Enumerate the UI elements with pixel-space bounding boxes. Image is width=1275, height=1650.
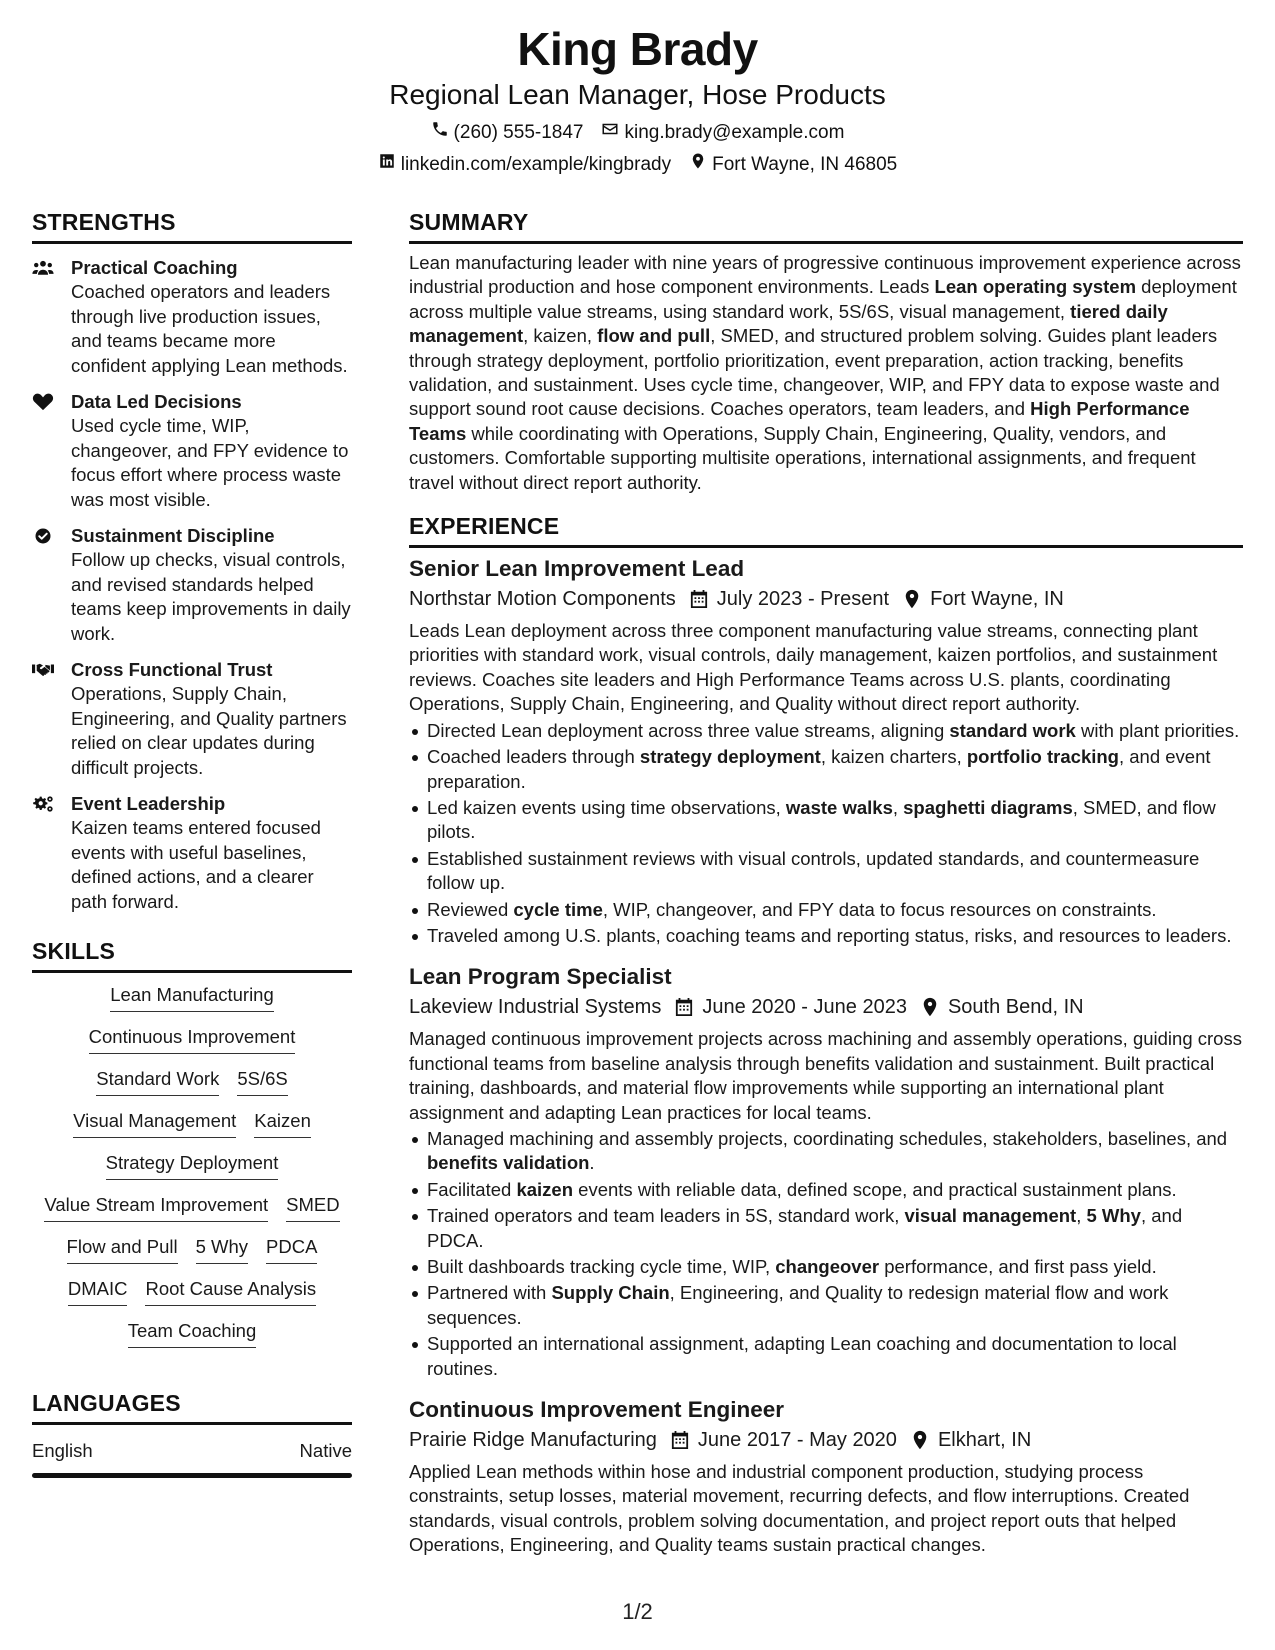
job-description: Leads Lean deployment across three component manufacturing value streams, connecting plant priorities with standard work, visual controls, daily management, kaizen portfolios, and sustainment reviews. Coaches site leaders and High Performance Teams across U.S. plants, coordinating Operations, Supply Chain, Engineering, and Quality without direct report authority. — [409, 620, 1218, 715]
candidate-name: King Brady — [517, 23, 758, 75]
map-pin-icon — [903, 589, 921, 609]
text-run: Traveled among U.S. plants, coaching teams and reporting status, risks, and resources to leaders. — [427, 924, 1232, 946]
job-title: Continuous Improvement Engineer — [409, 1397, 785, 1423]
text-run: , — [892, 796, 904, 818]
text-run: , SMED, and flow pilots. — [427, 796, 1216, 843]
job-location: Elkhart, IN — [937, 1429, 1032, 1452]
skill-tag: SMED — [286, 1193, 339, 1222]
job-location: South Bend, IN — [947, 996, 1084, 1019]
strength-body — [71, 256, 352, 378]
section-divider — [409, 545, 1243, 548]
bold-keyword: changeover — [775, 1256, 880, 1277]
strength-body — [71, 390, 352, 512]
gears-icon — [32, 792, 71, 914]
skill-tag: Strategy Deployment — [106, 1151, 279, 1180]
job-bullets — [409, 1127, 1243, 1381]
text-run: Built dashboards tracking cycle time, WIP, — [427, 1256, 776, 1277]
bullet-item — [409, 719, 1243, 743]
bullet-item — [409, 1281, 1243, 1330]
page-number: 1/2 — [622, 1599, 653, 1624]
text-run: with plant priorities. — [1075, 719, 1240, 741]
strength-item — [32, 524, 352, 646]
text-run: Facilitated — [427, 1178, 517, 1200]
map-pin-icon — [921, 997, 939, 1017]
jobs-list — [409, 554, 1243, 1558]
section-divider — [32, 970, 352, 973]
calendar-icon — [671, 1430, 689, 1450]
linkedin-icon — [378, 152, 396, 178]
experience-heading: EXPERIENCE — [409, 513, 560, 540]
skills-row — [32, 1109, 352, 1138]
strength-title: Event Leadership — [71, 793, 226, 814]
text-run: Supported an international assignment, adapting Lean coaching and documentation to local routines. — [427, 1333, 1177, 1379]
candidate-role: Regional Lean Manager, Hose Products — [389, 79, 886, 110]
job-entry — [409, 554, 1243, 948]
text-run: Lean manufacturing leader with nine years of progressive continuous improvement experience across industrial production and hose component environments. Leads — [409, 252, 1241, 298]
job-dates: June 2020 - June 2023 — [702, 996, 907, 1019]
skills-heading: SKILLS — [32, 938, 115, 964]
bold-keyword: 5 Why — [1086, 1205, 1141, 1227]
strengths-list — [32, 256, 352, 914]
skill-tag: Standard Work — [96, 1067, 219, 1096]
text-run: events with reliable data, defined scope, and practical sustainment plans. — [573, 1178, 1177, 1200]
phone-contact — [431, 120, 584, 146]
skills-section — [32, 934, 352, 1348]
strength-title: Cross Functional Trust — [71, 659, 273, 680]
skill-tag: Lean Manufacturing — [110, 983, 274, 1012]
languages-section — [32, 1386, 352, 1478]
bullet-item — [409, 745, 1243, 794]
text-run: performance, and first pass yield. — [879, 1256, 1157, 1277]
strength-description: Follow up checks, visual controls, and revised standards helped teams keep improvements in daily work. — [71, 549, 351, 644]
strength-item — [32, 390, 352, 512]
strength-title: Practical Coaching — [71, 257, 238, 278]
check-circle-icon — [32, 524, 71, 646]
skill-tag: Kaizen — [254, 1109, 311, 1138]
strength-body — [71, 524, 352, 646]
bullet-item — [409, 1127, 1243, 1176]
strengths-heading: STRENGTHS — [32, 209, 176, 235]
text-run: , and event preparation. — [427, 746, 1211, 792]
strength-body — [71, 658, 352, 780]
text-run: deployment across multiple value streams, using standard work, 5S/6S, visual management, — [409, 276, 1237, 322]
text-run: Established sustainment reviews with visual controls, updated standards, and countermeasure follow up. — [427, 847, 1200, 894]
skills-row — [32, 1193, 352, 1222]
job-description: Applied Lean methods within hose and industrial component production, studying process constraints, setup losses, material movement, recurring defects, and flow interruptions. Created standards, visual controls, problem solving documentation, and project report outs that helped Operations, Engineering, and Quality teams sustain practical changes. — [409, 1461, 1190, 1556]
job-location: Fort Wayne, IN — [930, 588, 1064, 611]
text-run: , and PDCA. — [427, 1205, 1183, 1251]
skills-row — [32, 1151, 352, 1180]
bold-keyword: benefits validation — [427, 1152, 590, 1174]
strength-title: Sustainment Discipline — [71, 525, 275, 546]
bold-keyword: standard work — [949, 719, 1076, 741]
job-dates: July 2023 - Present — [716, 588, 890, 611]
skill-tag: PDCA — [266, 1235, 317, 1264]
text-run: . — [589, 1152, 595, 1174]
skills-row — [32, 983, 352, 1012]
text-run: Reviewed — [427, 898, 514, 920]
text-run: , SMED, and structured problem solving. Guides plant leaders through strategy deployment, portfolio prioritization, event preparation, action tracking, benefits validation, and sustainment. Uses cycle time, changeover, WIP, and FPY data to expose waste and support sound root cause decisions. Coaches operators, team leaders, and — [409, 325, 1220, 420]
languages-heading: LANGUAGES — [32, 1390, 181, 1416]
calendar-icon — [690, 589, 708, 609]
skill-tag: Continuous Improvement — [89, 1025, 296, 1054]
skills-list — [32, 983, 352, 1348]
text-run: , Engineering, and Quality to redesign material flow and work sequences. — [427, 1282, 1169, 1328]
contact-row-1 — [0, 120, 1275, 146]
strength-description: Operations, Supply Chain, Engineering, and Quality partners relied on clear updates during difficult projects. — [71, 683, 347, 778]
job-title: Senior Lean Improvement Lead — [409, 556, 745, 582]
skills-row — [32, 1025, 352, 1054]
contact-row-2 — [0, 152, 1275, 178]
skills-row — [32, 1277, 352, 1306]
text-run: , WIP, changeover, and FPY data to focus resources on constraints. — [602, 898, 1157, 920]
skill-tag: 5S/6S — [237, 1067, 287, 1096]
email-contact[interactable] — [601, 120, 844, 146]
location-contact — [689, 152, 897, 178]
users-icon — [32, 256, 71, 378]
skills-row — [32, 1067, 352, 1096]
bullet-item — [409, 1204, 1243, 1253]
company-name: Prairie Ridge Manufacturing — [409, 1429, 657, 1452]
job-entry — [409, 962, 1243, 1381]
calendar-icon — [675, 997, 693, 1017]
text-run: , kaizen charters, — [820, 746, 967, 768]
map-pin-icon — [689, 152, 707, 178]
bold-keyword: spaghetti diagrams — [903, 796, 1073, 818]
language-level-bar — [32, 1473, 352, 1478]
envelope-icon — [601, 120, 619, 146]
language-name: English — [32, 1440, 93, 1461]
bullet-item — [409, 1255, 1243, 1279]
strength-item — [32, 792, 352, 914]
phone-text: (260) 555-1847 — [453, 122, 584, 143]
text-run: , — [1076, 1205, 1087, 1227]
company-name: Northstar Motion Components — [409, 588, 676, 611]
strength-description: Kaizen teams entered focused events with useful baselines, defined actions, and a clearer path forward. — [71, 817, 321, 912]
section-divider — [32, 241, 352, 244]
job-description: Managed continuous improvement projects across machining and assembly operations, guiding cross functional teams from baseline analysis through benefits validation and sustainment. Built practical training, dashboards, and material flow improvements while supporting an international plant assignment and adapting Lean practices for local teams. — [409, 1028, 1242, 1123]
bold-keyword: strategy deployment — [639, 746, 821, 768]
skill-tag: Visual Management — [73, 1109, 236, 1138]
text-run: Partnered with — [427, 1282, 552, 1304]
language-level: Native — [299, 1440, 352, 1461]
strength-item — [32, 256, 352, 378]
text-run: while coordinating with Operations, Supply Chain, Engineering, Quality, vendors, and customers. Comfortable supporting multisite operations, international assignments, and frequent travel without direct report authority. — [409, 422, 1196, 493]
strength-title: Data Led Decisions — [71, 391, 242, 412]
summary-heading: SUMMARY — [409, 209, 529, 235]
job-meta — [409, 1426, 1243, 1454]
bold-keyword: Lean operating system — [934, 276, 1137, 298]
bullet-item — [409, 796, 1243, 845]
skill-tag: Root Cause Analysis — [145, 1277, 316, 1306]
section-divider — [32, 1422, 352, 1425]
skills-row — [32, 1235, 352, 1264]
right-column — [409, 205, 1243, 1558]
bullet-item — [409, 1332, 1243, 1381]
heart-icon — [32, 390, 71, 512]
job-dates: June 2017 - May 2020 — [697, 1429, 897, 1452]
skill-tag: Team Coaching — [128, 1319, 257, 1348]
left-column — [32, 205, 352, 1478]
linkedin-text[interactable]: linkedin.com/example/kingbrady — [400, 154, 672, 175]
skills-row — [32, 1319, 352, 1348]
job-bullets — [409, 719, 1243, 949]
skill-tag: 5 Why — [196, 1235, 248, 1264]
job-meta — [409, 993, 1243, 1021]
email-text[interactable]: king.brady@example.com — [624, 122, 845, 143]
bold-keyword: cycle time — [513, 898, 603, 920]
bold-keyword: flow and pull — [597, 325, 711, 347]
skill-tag: Flow and Pull — [67, 1235, 178, 1264]
bold-keyword: kaizen — [516, 1178, 574, 1200]
job-title: Lean Program Specialist — [409, 964, 672, 990]
handshake-icon — [32, 658, 71, 780]
bold-keyword: Supply Chain — [551, 1282, 670, 1304]
bold-keyword: waste walks — [785, 796, 893, 818]
skill-tag: Value Stream Improvement — [44, 1193, 268, 1222]
job-meta — [409, 585, 1243, 613]
text-run: Managed machining and assembly projects, coordinating schedules, stakeholders, baselines, and — [427, 1127, 1228, 1149]
text-run: Trained operators and team leaders in 5S, standard work, — [427, 1205, 905, 1227]
bullet-item — [409, 1178, 1243, 1202]
strength-body — [71, 792, 352, 914]
phone-icon — [431, 120, 449, 146]
job-entry — [409, 1395, 1243, 1558]
bold-keyword: visual management — [904, 1205, 1077, 1227]
text-run: Coached leaders through — [427, 746, 640, 768]
bullet-item — [409, 924, 1243, 948]
map-pin-icon — [911, 1430, 929, 1450]
strength-description: Used cycle time, WIP, changeover, and FPY evidence to focus effort where process waste was most visible. — [71, 415, 349, 510]
bold-keyword: tiered daily management — [409, 300, 1168, 347]
language-item — [32, 1439, 352, 1463]
bullet-item — [409, 847, 1243, 896]
skill-tag: DMAIC — [68, 1277, 128, 1306]
bullet-item — [409, 898, 1243, 922]
linkedin-contact[interactable] — [378, 152, 671, 178]
bold-keyword: portfolio tracking — [966, 746, 1119, 768]
text-run: Directed Lean deployment across three value streams, aligning — [427, 719, 950, 741]
strength-item — [32, 658, 352, 780]
resume-header — [0, 22, 1275, 178]
summary-text — [409, 251, 1243, 495]
experience-section — [409, 509, 1243, 1558]
company-name: Lakeview Industrial Systems — [409, 996, 662, 1019]
section-divider — [409, 241, 1243, 244]
bold-keyword: High Performance Teams — [409, 398, 1190, 444]
strength-description: Coached operators and leaders through live production issues, and teams became more confident applying Lean methods. — [71, 281, 348, 376]
text-run: Led kaizen events using time observations, — [427, 796, 786, 818]
text-run: , kaizen, — [523, 325, 598, 347]
location-text: Fort Wayne, IN 46805 — [712, 154, 898, 175]
